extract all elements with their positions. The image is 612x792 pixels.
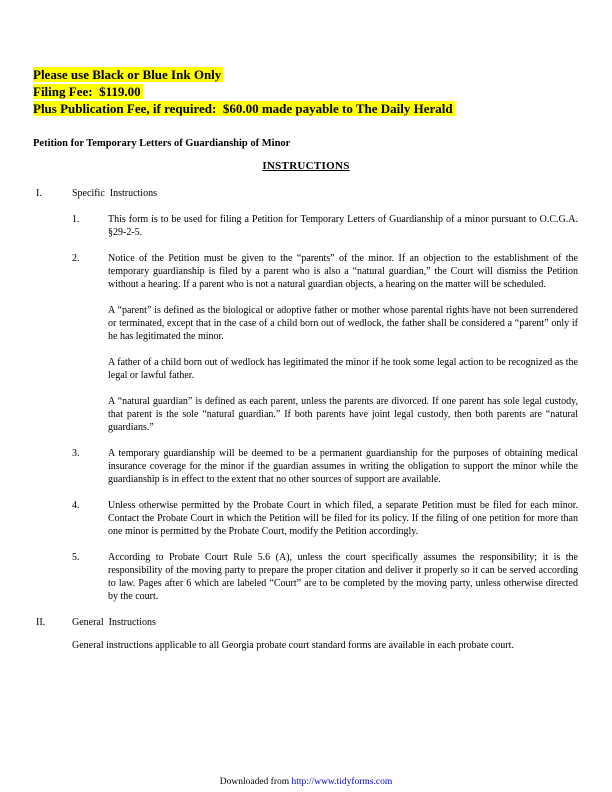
item-body [108,252,578,434]
notice-line-filing-fee-text: Filing Fee: $119.00 [33,84,141,99]
notice-line-ink-text: Please use Black or Blue Ink Only [33,67,222,82]
item-paragraph: A “natural guardian” is defined as each parent, unless the parents are divorced. If one parent has sole legal custody, that parent is the sole “natural guardian.” If both parents have joint legal custody, then both parents are “natural guardians.” [108,396,578,433]
form-title: Petition for Temporary Letters of Guardianship of Minor [33,138,291,149]
footer-prefix: Downloaded from [219,777,292,787]
instruction-item-1 [72,213,578,239]
item-paragraph: This form is to be used for filing a Petition for Temporary Letters of Guardianship of a minor pursuant to O.C.G.A. §29-2-5. [108,214,578,238]
section-numeral: II. [36,617,46,628]
notice-line-publication-fee-text: Plus Publication Fee, if required: $60.00 made payable to The Daily Herald [33,101,453,116]
item-paragraph: According to Probate Court Rule 5.6 (A), unless the court specifically assumes the responsibility; it is the responsibility of the moving party to prepare the proper citation and deliver it properly so it can be served according to law. Pages after 6 which are labeled “Court” are to be completed by the moving party, unless otherwise directed by the court. [108,552,578,602]
notice-line-ink [33,66,578,83]
instructions-body [36,187,578,652]
instruction-item-3 [72,447,578,486]
instruction-item-4 [72,499,578,538]
item-number: 5. [72,552,80,563]
item-paragraph: Notice of the Petition must be given to the “parents” of the minor. If an objection to the establishment of the temporary guardianship is filed by a parent who is also a “natural guardian,” the Court will dismiss the Petition without a hearing. If a parent who is not a natural guardian objects, a hearing on the matter will be scheduled. [108,253,578,290]
item-number: 1. [72,214,80,225]
notice-line-filing-fee [33,83,578,100]
item-paragraph: A “parent” is defined as the biological or adoptive father or mother whose parental rights have not been surrendered or terminated, except that in the case of a child born out of wedlock, the father shall be considered a “parent” only if he has legitimated the minor. [108,305,578,342]
item-number: 2. [72,253,80,264]
notice-line-publication-fee [33,100,578,117]
item-body [108,213,578,239]
instructions-heading-row [0,158,612,173]
item-body [108,551,578,603]
section-title: General Instructions [72,617,156,628]
item-body [108,499,578,538]
section-title: Specific Instructions [72,188,157,199]
ink-fee-notice [33,66,578,117]
download-footer [0,776,612,788]
item-paragraph: A temporary guardianship will be deemed to be a permanent guardianship for the purposes of obtaining medical insurance coverage for the minor if the guardian assumes in writing the obligation to support the minor while the guardianship is in effect to the extent that no other sources of support are available. [108,448,578,485]
item-number: 4. [72,500,80,511]
item-number: 3. [72,448,80,459]
general-instructions-text: General instructions applicable to all Georgia probate court standard forms are available in each probate court. [72,640,514,651]
item-paragraph: A father of a child born out of wedlock has legitimated the minor if he took some legal action to be recognized as the legal or lawful father. [108,357,578,381]
section-numeral: I. [36,188,42,199]
instruction-item-2 [72,252,578,434]
section-general-instructions [36,616,578,629]
item-paragraph: Unless otherwise permitted by the Probate Court in which filed, a separate Petition must be filed for each minor. Contact the Probate Court in which the Petition will be filed for its policy. If the filing of one petition for more than one minor is permitted by the Probate Court, modify the Petition accordingly. [108,500,578,537]
tidyforms-link[interactable]: http://www.tidyforms.com [291,777,393,787]
instruction-item-5 [72,551,578,603]
section-specific-instructions [36,187,578,200]
item-body [108,447,578,486]
instructions-heading: INSTRUCTIONS [262,160,350,172]
